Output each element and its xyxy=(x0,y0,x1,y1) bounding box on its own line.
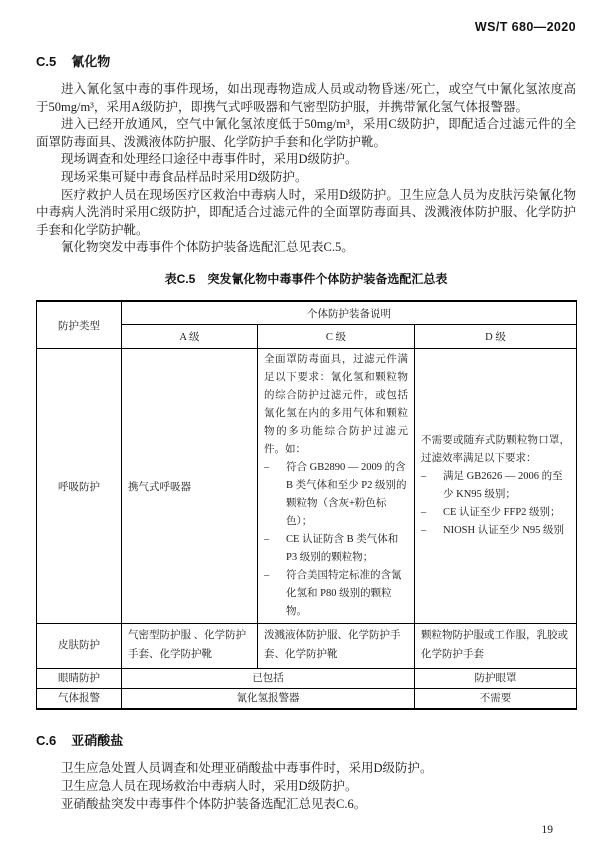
cell-respiratory-a: 携气式呼吸器 xyxy=(122,349,258,624)
section-heading-c6 xyxy=(36,730,576,749)
table-c5-title xyxy=(36,270,576,287)
dash-marker: – xyxy=(264,462,270,474)
section-title: 氰化物 xyxy=(71,54,111,69)
cell-alarm-d: 不需要 xyxy=(415,689,577,710)
paragraph: 进入氰化氢中毒的事件现场，如出现毒物造成人员或动物昏迷/死亡，或空气中氰化氢浓度高于50mg/m³，采用A级防护，即携气式呼吸器和气密型防护服，并携带氰化氢气体报警器。 xyxy=(36,82,576,114)
list-item xyxy=(264,567,408,621)
paragraph: 医疗救护人员在现场医疗区救治中毒病人时，采用D级防护。卫生应急人员为皮肤污染氰化物中毒病人洗消时采用C级防护，即配适合过滤元件的全面罩防毒面具、泼溅液体防护服、化学防护手套和化学防护靴。 xyxy=(36,187,576,237)
cell-skin-d: 颗粒物防护服或工作服，乳胶或化学防护手套 xyxy=(415,624,577,669)
col-header-level-c: C 级 xyxy=(258,325,415,349)
paragraph: 现场调查和处理经口途径中毒事件时，采用D级防护。 xyxy=(61,152,358,167)
section-title: 亚硝酸盐 xyxy=(71,733,124,749)
list-item-text: NIOSH 认证至少 N95 级别 xyxy=(443,525,565,537)
table-header-row-1 xyxy=(37,301,577,325)
list-item-text: 符合美国特定标准的含氰化氢和 P80 级别的颗粒物。 xyxy=(286,570,402,618)
paragraph: 卫生应急人员在现场救治中毒病人时，采用D级防护。 xyxy=(61,779,358,794)
col-header-level-a: A 级 xyxy=(122,325,258,349)
dash-marker: – xyxy=(264,534,270,546)
list-item-text: CE 认证防含 B 类气体和P3 级别的颗粒物； xyxy=(286,534,399,564)
cell-respiratory-d xyxy=(415,349,577,624)
section-c6-body xyxy=(36,760,576,813)
cell-intro: 全面罩防毒面具，过滤元件满足以下要求：氰化氢和颗粒物的综合防护过滤元件，或包括氰化氢在内的多用气体和颗粒物的多功能综合防护过滤元件。如： xyxy=(264,354,408,456)
cell-skin-a: 气密型防护服 、化学防护手套、化学防护靴 xyxy=(122,624,258,669)
table-row-eye xyxy=(37,669,577,689)
paragraph: 进入已经开放通风，空气中氰化氢浓度低于50mg/m³，采用C级防护，即配适合过滤元件的全面罩防毒面具、泼溅液体防护服、化学防护手套和化学防护靴。 xyxy=(36,117,576,149)
list-item xyxy=(421,522,570,540)
table-title-text: 突发氰化物中毒事件个体防护装备选配汇总表 xyxy=(207,271,448,286)
list-item xyxy=(264,531,408,567)
row-label: 呼吸防护 xyxy=(37,349,122,624)
table-row-gas-alarm xyxy=(37,689,577,710)
list-item xyxy=(264,459,408,531)
paragraph: 卫生应急处置人员调查和处理亚硝酸盐中毒事件时，采用D级防护。 xyxy=(61,761,433,776)
cell-eye-d: 防护眼罩 xyxy=(415,669,577,689)
section-heading-c5 xyxy=(36,51,576,70)
cell-eye-ac: 已包括 xyxy=(122,669,415,689)
dash-marker: – xyxy=(421,525,427,537)
col-header-type: 防护类型 xyxy=(37,301,122,349)
doc-code: WS/T 680—2020 xyxy=(474,20,576,34)
dash-marker: – xyxy=(421,507,427,519)
paragraph: 现场采集可疑中毒食品样品时采用D级防护。 xyxy=(61,169,308,184)
section-c5-body xyxy=(36,81,576,257)
cell-intro: 不需要或随弃式防颗粒物口罩，过滤效率满足以下要求： xyxy=(421,435,571,465)
table-row-respiratory xyxy=(37,349,577,624)
list-item-text: 符合 GB2890 — 2009 的含B 类气体和至少 P2 级别的颗粒物（含灰+粉色标色）； xyxy=(286,462,407,528)
cell-respiratory-c xyxy=(258,349,415,624)
section-number: C.6 xyxy=(36,733,57,749)
list-item-text: CE 认证至少 FFP2 级别； xyxy=(443,507,561,519)
page-number: 19 xyxy=(541,824,553,836)
row-label: 气体报警 xyxy=(37,689,122,710)
row-label: 眼睛防护 xyxy=(37,669,122,689)
section-number: C.5 xyxy=(36,54,57,69)
cell-skin-c: 泼溅液体防护服、化学防护手套、化学防护靴 xyxy=(258,624,415,669)
list-item-text: 满足 GB2626 — 2006 的至少 KN95 级别； xyxy=(443,471,563,501)
dash-marker: – xyxy=(264,570,270,582)
paragraph: 亚硝酸盐突发中毒事件个体防护装备选配汇总见表C.6。 xyxy=(61,796,367,811)
table-number: 表C.5 xyxy=(164,271,196,286)
list-item xyxy=(421,504,570,522)
col-header-level-d: D 级 xyxy=(415,325,577,349)
row-label: 皮肤防护 xyxy=(37,624,122,669)
paragraph: 氰化物突发中毒事件个体防护装备选配汇总见表C.5。 xyxy=(61,240,354,255)
cell-alarm-ac: 氰化氢报警器 xyxy=(122,689,415,710)
dash-marker: – xyxy=(421,471,427,483)
table-row-skin xyxy=(37,624,577,669)
col-header-span: 个体防护装备说明 xyxy=(122,301,577,325)
ppe-selection-table xyxy=(36,300,577,711)
list-item xyxy=(421,468,570,504)
